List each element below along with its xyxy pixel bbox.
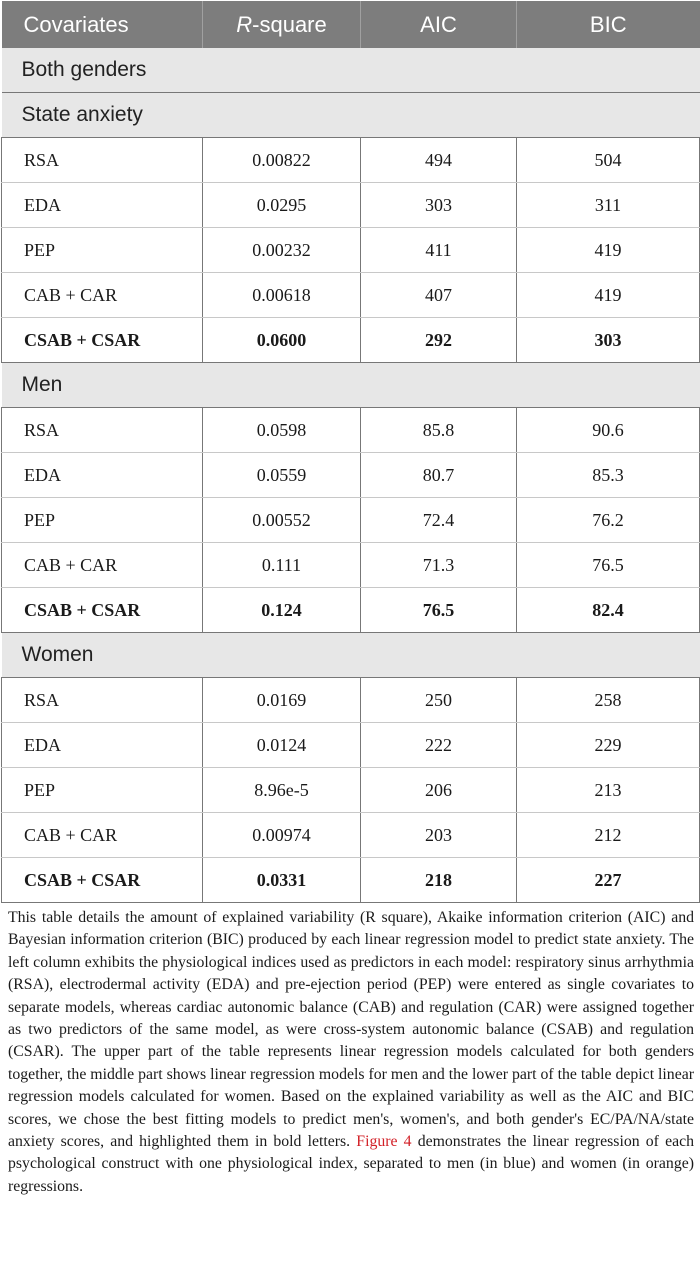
cell-r-square: 0.0295 xyxy=(203,183,361,228)
section-subtitle-state-anxiety: State anxiety xyxy=(2,93,700,138)
section-row-women xyxy=(2,633,700,678)
cell-bic: 311 xyxy=(517,183,700,228)
table-row xyxy=(2,498,700,543)
table-row-best-model xyxy=(2,318,700,363)
header-bic: BIC xyxy=(517,1,700,48)
cell-aic: 80.7 xyxy=(361,453,517,498)
cell-bic: 212 xyxy=(517,813,700,858)
caption-text: This table details the amount of explained variability (R square), Akaike information criterion (AIC) and Bayesian information criterion (BIC) produced by each linear regression model to predict state anxiety. The left column exhibits the physiological indices used as predictors in each model: respiratory sinus arrhythmia (RSA), electrodermal activity (EDA) and pre-ejection period (PEP) were entered as single covariates to separate models, whereas cardiac autonomic balance (CAB) and regulation (CAR) were assigned together as two predictors of the same model, as were cross-system autonomic balance (CSAB) and regulation (CSAR). The upper part of the table represents linear regression models calculated for both genders together, the middle part shows linear regression models for men and the lower part of the table depict linear regression models calculated for women. Based on the explained variability as well as the AIC and BIC scores, we chose the best fitting models to predict men's, women's, and both gender's EC/PA/NA/state anxiety scores, and highlighted them in bold letters. xyxy=(8,909,694,1151)
cell-covariate: CSAB + CSAR xyxy=(2,588,203,633)
cell-r-square: 0.00232 xyxy=(203,228,361,273)
header-r-square-rest: -square xyxy=(252,11,327,37)
cell-bic: 76.5 xyxy=(517,543,700,588)
cell-aic: 85.8 xyxy=(361,408,517,453)
cell-aic: 71.3 xyxy=(361,543,517,588)
cell-aic: 222 xyxy=(361,723,517,768)
cell-covariate: PEP xyxy=(2,228,203,273)
section-title-women: Women xyxy=(2,633,700,678)
cell-r-square: 0.0169 xyxy=(203,678,361,723)
table-row xyxy=(2,813,700,858)
table-row xyxy=(2,678,700,723)
section-row-men xyxy=(2,363,700,408)
cell-covariate: CSAB + CSAR xyxy=(2,318,203,363)
cell-bic: 419 xyxy=(517,273,700,318)
cell-r-square: 0.0600 xyxy=(203,318,361,363)
cell-bic: 229 xyxy=(517,723,700,768)
cell-covariate: EDA xyxy=(2,453,203,498)
table-row xyxy=(2,183,700,228)
cell-aic: 72.4 xyxy=(361,498,517,543)
table-caption xyxy=(8,907,694,1198)
cell-r-square: 8.96e-5 xyxy=(203,768,361,813)
cell-r-square: 0.00974 xyxy=(203,813,361,858)
header-covariates: Covariates xyxy=(2,1,203,48)
cell-covariate: RSA xyxy=(2,678,203,723)
header-r-square-italic: R xyxy=(236,11,253,37)
table-row xyxy=(2,408,700,453)
cell-bic: 227 xyxy=(517,858,700,903)
table-header-row xyxy=(2,1,700,48)
cell-aic: 494 xyxy=(361,138,517,183)
cell-r-square: 0.00618 xyxy=(203,273,361,318)
cell-aic: 292 xyxy=(361,318,517,363)
caption-text-end: demonstrates the linear regression of each psychological construct with one physiological index, separated to men (in blue) and women (in orange) regressions. xyxy=(8,1133,694,1195)
cell-r-square: 0.0559 xyxy=(203,453,361,498)
cell-bic: 504 xyxy=(517,138,700,183)
cell-bic: 258 xyxy=(517,678,700,723)
section-row-state-anxiety xyxy=(2,93,700,138)
table-row xyxy=(2,138,700,183)
section-row-both-genders xyxy=(2,48,700,93)
section-title-both-genders: Both genders xyxy=(2,48,700,93)
cell-covariate: PEP xyxy=(2,768,203,813)
cell-aic: 303 xyxy=(361,183,517,228)
section-title-men: Men xyxy=(2,363,700,408)
cell-bic: 90.6 xyxy=(517,408,700,453)
cell-covariate: CAB + CAR xyxy=(2,543,203,588)
table-row-best-model xyxy=(2,588,700,633)
cell-covariate: EDA xyxy=(2,723,203,768)
cell-covariate: RSA xyxy=(2,138,203,183)
cell-r-square: 0.0331 xyxy=(203,858,361,903)
table-row xyxy=(2,768,700,813)
cell-aic: 250 xyxy=(361,678,517,723)
cell-aic: 206 xyxy=(361,768,517,813)
cell-aic: 407 xyxy=(361,273,517,318)
table-row xyxy=(2,228,700,273)
cell-covariate: CSAB + CSAR xyxy=(2,858,203,903)
table-row-best-model xyxy=(2,858,700,903)
cell-r-square: 0.0124 xyxy=(203,723,361,768)
cell-bic: 213 xyxy=(517,768,700,813)
cell-covariate: CAB + CAR xyxy=(2,813,203,858)
cell-bic: 82.4 xyxy=(517,588,700,633)
table-row xyxy=(2,723,700,768)
cell-covariate: RSA xyxy=(2,408,203,453)
cell-aic: 76.5 xyxy=(361,588,517,633)
cell-aic: 203 xyxy=(361,813,517,858)
table-row xyxy=(2,543,700,588)
regression-table xyxy=(1,1,700,903)
cell-bic: 76.2 xyxy=(517,498,700,543)
table-row xyxy=(2,453,700,498)
table-row xyxy=(2,273,700,318)
cell-aic: 411 xyxy=(361,228,517,273)
cell-r-square: 0.00552 xyxy=(203,498,361,543)
cell-bic: 419 xyxy=(517,228,700,273)
cell-r-square: 0.111 xyxy=(203,543,361,588)
cell-covariate: CAB + CAR xyxy=(2,273,203,318)
cell-bic: 303 xyxy=(517,318,700,363)
header-r-square xyxy=(203,1,361,48)
cell-r-square: 0.124 xyxy=(203,588,361,633)
header-aic: AIC xyxy=(361,1,517,48)
cell-bic: 85.3 xyxy=(517,453,700,498)
cell-covariate: PEP xyxy=(2,498,203,543)
cell-r-square: 0.0598 xyxy=(203,408,361,453)
figure-4-link[interactable]: Figure 4 xyxy=(356,1133,412,1151)
cell-aic: 218 xyxy=(361,858,517,903)
cell-r-square: 0.00822 xyxy=(203,138,361,183)
cell-covariate: EDA xyxy=(2,183,203,228)
